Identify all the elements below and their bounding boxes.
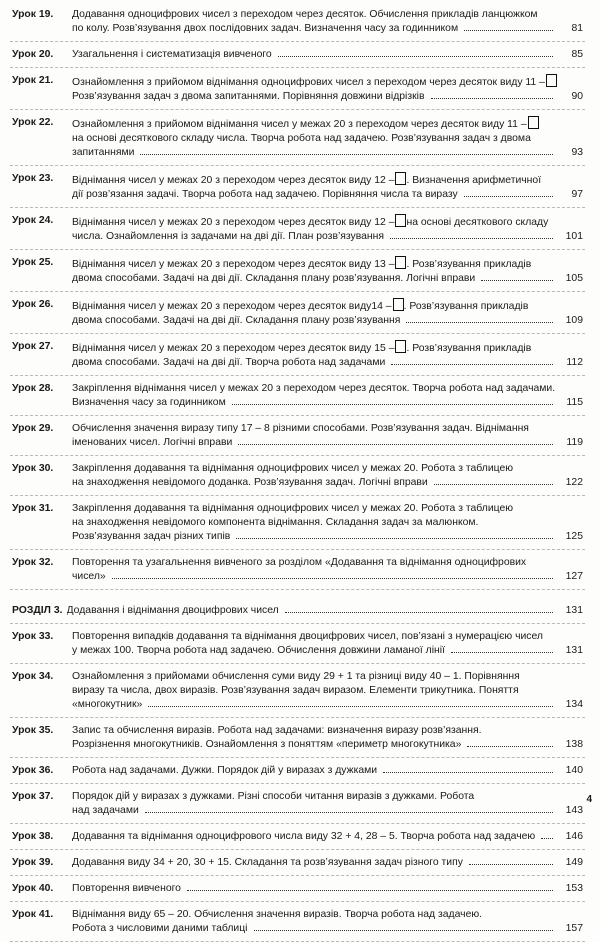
lesson-label: Урок 26. <box>12 299 54 310</box>
title-line: . Розв’язування прикладів <box>406 343 532 354</box>
title-line: двома способами. Задачі на дві дії. Творча робота над задачами <box>72 357 386 368</box>
title-line: Порядок дій у виразах з дужками. Різні способи читання виразів з дужками. Робота <box>72 791 475 802</box>
title-line: Повторення вивченого <box>72 883 181 894</box>
empty-box-symbol <box>528 116 539 129</box>
dot-leader <box>278 55 553 57</box>
lesson-title <box>63 604 585 618</box>
title-line: Додавання та віднімання одноцифрового числа виду 32 + 4, 28 – 5. Творча робота над задачею <box>72 831 536 842</box>
title-line: Ознайомлення з прийомом віднімання одноцифрових чисел з переходом через десяток виду 11 – <box>72 77 545 88</box>
toc-entry <box>10 624 585 664</box>
title-line: Повторення випадків додавання та віднімання двоцифрових чисел, пов’язані з нумерацією чисел <box>72 631 543 642</box>
dot-leader <box>236 537 553 539</box>
title-line: Віднімання чисел у межах 20 з переходом через десяток виду14 – <box>72 301 392 312</box>
title-line: виразу та числа, двох виразів. Розв’язування задач виразом. Елементи трикутника. Поняття <box>72 685 519 696</box>
dot-leader <box>434 483 553 485</box>
dot-leader <box>232 403 553 405</box>
page-ref: 146 <box>565 831 583 842</box>
lesson-title <box>72 48 585 62</box>
empty-box-symbol <box>393 298 404 311</box>
toc-entry <box>10 110 585 166</box>
title-line: Додавання і віднімання двоцифрових чисел <box>66 605 279 616</box>
page-ref: 90 <box>571 91 583 102</box>
empty-box-symbol <box>395 256 406 269</box>
title-line: Ознайомлення з прийомами обчислення суми виду 29 + 1 та різниці виду 40 – 1. Порівняння <box>72 671 520 682</box>
title-line: Віднімання виду 65 – 20. Обчислення значення виразів. Творча робота над задачею. <box>72 909 483 920</box>
title-line: чисел» <box>72 571 106 582</box>
toc-entry <box>10 334 585 376</box>
lesson-title <box>72 298 585 328</box>
title-line: на основі десяткового складу <box>406 217 549 228</box>
page-ref: 97 <box>571 189 583 200</box>
empty-box-symbol <box>395 172 406 185</box>
lesson-title <box>72 908 585 936</box>
lesson-title <box>72 422 585 450</box>
title-line: числа. Ознайомлення із задачами на дві дії. План розв’язування <box>72 231 385 242</box>
dot-leader <box>285 611 553 613</box>
title-line: Віднімання чисел у межах 20 з переходом через десяток виду 13 – <box>72 259 395 270</box>
page-ref: 157 <box>565 923 583 934</box>
page-ref: 112 <box>566 357 583 368</box>
toc-entry <box>10 68 585 110</box>
page-ref: 138 <box>565 739 583 750</box>
page-ref: 131 <box>565 605 583 616</box>
title-line: Закріплення додавання та віднімання одноцифрових чисел у межах 20. Робота з таблицею <box>72 503 514 514</box>
toc-entry <box>10 850 585 876</box>
title-line: . Визначення арифметичної <box>406 175 542 186</box>
toc-entry <box>10 496 585 550</box>
title-line: Визначення часу за годинником <box>72 397 226 408</box>
toc-entry <box>10 718 585 758</box>
lesson-title <box>72 116 585 160</box>
dot-leader <box>140 153 553 155</box>
lesson-title <box>72 670 585 712</box>
dot-leader <box>469 863 553 865</box>
page-ref: 143 <box>565 805 583 816</box>
dot-leader <box>391 363 553 365</box>
title-line: Додавання виду 34 + 20, 30 + 15. Складання та розв’язування задач різного типу <box>72 857 463 868</box>
title-line: . Розв’язування прикладів <box>403 301 529 312</box>
title-line: Робота з числовими даними таблиці <box>72 923 248 934</box>
dot-leader <box>541 837 553 839</box>
dot-leader <box>238 443 553 445</box>
lesson-label: Урок 34. <box>12 671 54 682</box>
lesson-title <box>72 382 585 410</box>
dot-leader <box>383 771 553 773</box>
lesson-label: РОЗДІЛ 3. <box>12 605 63 616</box>
dot-leader <box>187 889 553 891</box>
dot-leader <box>112 577 553 579</box>
title-line: дії розв’язання задачі. Творча робота над задачею. Порівняння числа та виразу <box>72 189 458 200</box>
page-ref: 85 <box>571 49 583 60</box>
dot-leader <box>464 29 553 31</box>
title-line: Робота над задачами. Дужки. Порядок дій у виразах з дужками <box>72 765 378 776</box>
title-line: Повторення та узагальнення вивченого за розділом «Додавання та віднімання одноцифрових <box>72 557 527 568</box>
page-ref: 122 <box>565 477 583 488</box>
lesson-title <box>72 462 585 490</box>
dot-leader <box>481 279 553 281</box>
lesson-title <box>72 256 585 286</box>
lesson-label: Урок 40. <box>12 883 54 894</box>
title-line: Запис та обчислення виразів. Робота над задачами: визначення виразу розв’язання. <box>72 725 482 736</box>
toc-entry <box>10 416 585 456</box>
empty-box-symbol <box>395 340 406 353</box>
toc-entry <box>10 758 585 784</box>
lesson-label: Урок 37. <box>12 791 54 802</box>
lesson-label: Урок 22. <box>12 117 54 128</box>
toc-entry <box>10 550 585 590</box>
toc-entry <box>10 376 585 416</box>
lesson-title <box>72 630 585 658</box>
lesson-label: Урок 20. <box>12 49 54 60</box>
lesson-label: Урок 35. <box>12 725 54 736</box>
title-line: Закріплення додавання та віднімання одноцифрових чисел у межах 20. Робота з таблицею <box>72 463 514 474</box>
lesson-label: Урок 41. <box>12 909 54 920</box>
title-line: Розв’язування задач різних типів <box>72 531 231 542</box>
title-line: Розв’язування задач з двома запитаннями. Порівняння довжини відрізків <box>72 91 425 102</box>
empty-box-symbol <box>395 214 406 227</box>
title-line: Віднімання чисел у межах 20 з переходом через десяток виду 12 – <box>72 217 395 228</box>
page-ref: 149 <box>565 857 583 868</box>
dot-leader <box>254 929 554 931</box>
toc-entry <box>10 664 585 718</box>
title-line: Додавання одноцифрових чисел з переходом через десяток. Обчислення прикладів ланцюжком <box>72 9 538 20</box>
toc-entry <box>10 292 585 334</box>
lesson-title <box>72 172 585 202</box>
lesson-label: Урок 38. <box>12 831 54 842</box>
lesson-title <box>72 790 585 818</box>
title-line: двома способами. Задачі на дві дії. Складання плану розв’язування. Логічні вправи <box>72 273 476 284</box>
lesson-title <box>72 556 585 584</box>
title-line: запитаннями <box>72 147 135 158</box>
dot-leader <box>148 705 553 707</box>
toc-entry <box>10 2 585 42</box>
title-line: по колу. Розв’язування двох послідовних задач. Визначення часу за годинником <box>72 23 459 34</box>
lesson-title <box>72 74 585 104</box>
title-line: Розрізнення многокутників. Ознайомлення з поняттям «периметр многокутника» <box>72 739 462 750</box>
toc-entry <box>10 784 585 824</box>
lesson-label: Урок 31. <box>12 503 54 514</box>
toc-entry <box>10 824 585 850</box>
lesson-label: Урок 29. <box>12 423 54 434</box>
lesson-label: Урок 33. <box>12 631 54 642</box>
dot-leader <box>390 237 553 239</box>
page-ref: 101 <box>565 231 583 242</box>
lesson-title <box>72 764 585 778</box>
page-ref: 81 <box>571 23 583 34</box>
toc-entry <box>10 250 585 292</box>
lesson-label: Урок 39. <box>12 857 54 868</box>
toc-entry <box>10 902 585 942</box>
lesson-label: Урок 21. <box>12 75 54 86</box>
page-ref: 115 <box>566 397 583 408</box>
page-number: 4 <box>586 794 592 805</box>
title-line: на знаходження невідомого доданка. Розв’язування задач. Логічні вправи <box>72 477 428 488</box>
lesson-title <box>72 502 585 544</box>
lesson-title <box>72 8 585 36</box>
toc-entry <box>10 208 585 250</box>
title-line: Віднімання чисел у межах 20 з переходом через десяток виду 12 – <box>72 175 395 186</box>
title-line: на основі десяткового складу числа. Творча робота над задачею. Розв’язування задач з двома <box>72 133 531 144</box>
section-heading <box>10 598 585 624</box>
lesson-title <box>72 724 585 752</box>
table-of-contents <box>10 2 585 942</box>
lesson-label: Урок 25. <box>12 257 54 268</box>
page-ref: 140 <box>565 765 583 776</box>
toc-entry <box>10 876 585 902</box>
title-line: Ознайомлення з прийомом віднімання чисел у межах 20 з переходом через десяток виду 11 – <box>72 119 527 130</box>
page-ref: 105 <box>565 273 583 284</box>
title-line: іменованих чисел. Логічні вправи <box>72 437 233 448</box>
title-line: . Розв’язування прикладів <box>406 259 532 270</box>
lesson-label: Урок 32. <box>12 557 54 568</box>
title-line: двома способами. Задачі на дві дії. Складання плану розв’язування <box>72 315 401 326</box>
lesson-label: Урок 30. <box>12 463 54 474</box>
lesson-title <box>72 856 585 870</box>
lesson-title <box>72 214 585 244</box>
title-line: Обчислення значення виразу типу 17 – 8 різними способами. Розв’язування задач. Віднімання <box>72 423 529 434</box>
dot-leader <box>467 745 553 747</box>
title-line: на знаходження невідомого компонента віднімання. Складання задач за малюнком. <box>72 517 479 528</box>
page-ref: 119 <box>566 437 583 448</box>
dot-leader <box>406 321 553 323</box>
title-line: Віднімання чисел у межах 20 з переходом через десяток виду 15 – <box>72 343 395 354</box>
page-ref: 93 <box>571 147 583 158</box>
page-ref: 134 <box>565 699 583 710</box>
dot-leader <box>431 97 553 99</box>
page-ref: 125 <box>565 531 583 542</box>
toc-entry <box>10 42 585 68</box>
lesson-label: Урок 23. <box>12 173 54 184</box>
dot-leader <box>145 811 553 813</box>
dot-leader <box>451 651 553 653</box>
lesson-title <box>72 830 585 844</box>
lesson-label: Урок 36. <box>12 765 54 776</box>
title-line: «многокутник» <box>72 699 143 710</box>
title-line: над задачами <box>72 805 139 816</box>
lesson-label: Урок 27. <box>12 341 54 352</box>
page-ref: 109 <box>565 315 583 326</box>
title-line: Закріплення віднімання чисел у межах 20 з переходом через десяток. Творча робота над задачами. <box>72 383 556 394</box>
empty-box-symbol <box>546 74 557 87</box>
dot-leader <box>464 195 553 197</box>
title-line: у межах 100. Творча робота над задачею. Обчислення довжини ламаної лінії <box>72 645 445 656</box>
lesson-label: Урок 24. <box>12 215 54 226</box>
page-ref: 153 <box>565 883 583 894</box>
lesson-title <box>72 882 585 896</box>
page-ref: 131 <box>565 645 583 656</box>
lesson-title <box>72 340 585 370</box>
lesson-label: Урок 19. <box>12 9 54 20</box>
toc-entry <box>10 166 585 208</box>
title-line: Узагальнення і систематизація вивченого <box>72 49 272 60</box>
toc-entry <box>10 456 585 496</box>
page-ref: 127 <box>565 571 583 582</box>
lesson-label: Урок 28. <box>12 383 54 394</box>
